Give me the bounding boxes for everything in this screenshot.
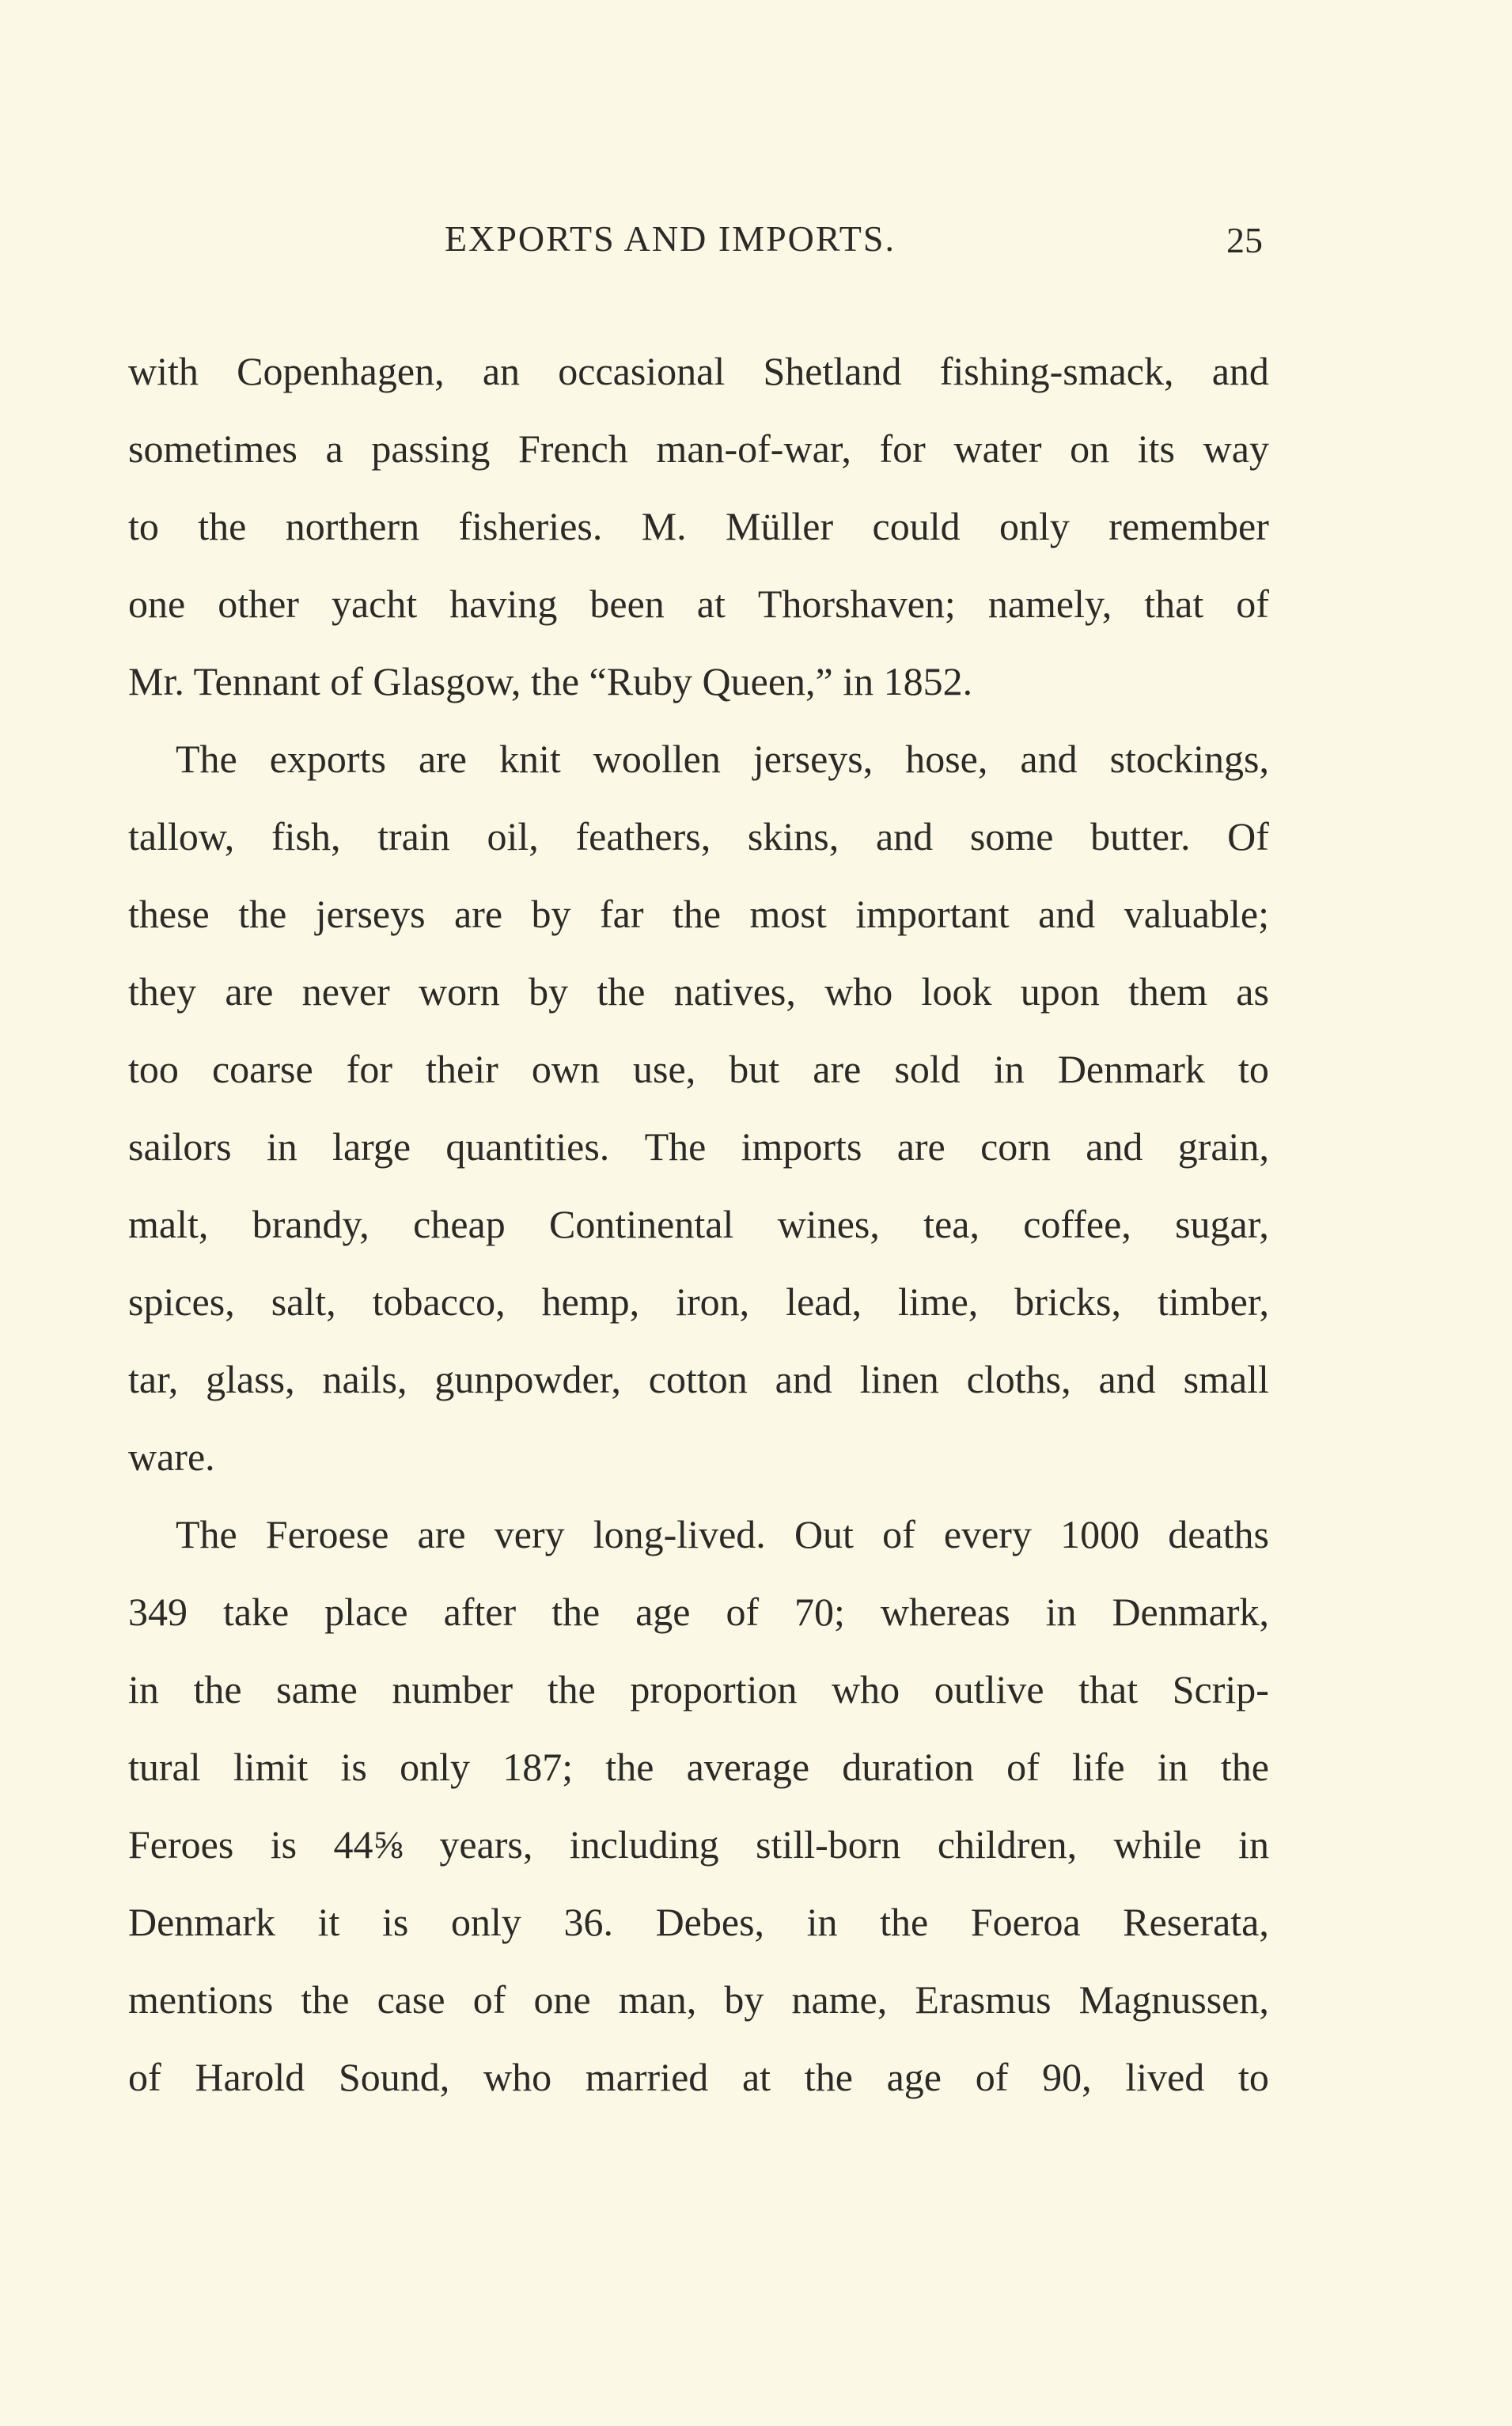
text-line: malt, brandy, cheap Continental wines, tea, coffee, sugar,	[128, 1202, 1269, 1246]
paragraph-start-line: The exports are knit woollen jerseys, hose, and stockings,	[176, 737, 1269, 781]
text-line: in the same number the proportion who outlive that Scrip-	[128, 1667, 1269, 1711]
text-line: these the jerseys are by far the most important and valuable;	[128, 892, 1269, 936]
text-line: with Copenhagen, an occasional Shetland fishing-smack, and	[128, 349, 1269, 393]
running-head: EXPORTS AND IMPORTS.	[445, 218, 896, 259]
text-line: 349 take place after the age of 70; whereas in Denmark,	[128, 1590, 1269, 1634]
text-line: spices, salt, tobacco, hemp, iron, lead, lime, bricks, timber,	[128, 1279, 1269, 1324]
text-line: to the northern fisheries. M. Müller could only remember	[128, 504, 1269, 548]
text-line: Feroes is 44⅝ years, including still-born children, while in	[128, 1822, 1269, 1867]
paragraph-start-line: The Feroese are very long-lived. Out of every 1000 deaths	[176, 1512, 1269, 1556]
body-text	[128, 332, 1269, 2116]
text-line: too coarse for their own use, but are sold in Denmark to	[128, 1047, 1269, 1091]
text-line: tallow, fish, train oil, feathers, skins, and some butter. Of	[128, 814, 1269, 859]
text-line: Mr. Tennant of Glasgow, the “Ruby Queen,” in 1852.	[128, 659, 973, 703]
text-line: sailors in large quantities. The imports are corn and grain,	[128, 1124, 1269, 1169]
text-line: tural limit is only 187; the average duration of life in the	[128, 1745, 1269, 1789]
text-line: ware.	[128, 1435, 215, 1479]
text-line: tar, glass, nails, gunpowder, cotton and linen cloths, and small	[128, 1357, 1269, 1401]
text-line: sometimes a passing French man-of-war, for water on its way	[128, 426, 1269, 471]
text-line: one other yacht having been at Thorshaven; namely, that of	[128, 582, 1269, 626]
text-line: of Harold Sound, who married at the age of 90, lived to	[128, 2055, 1269, 2099]
text-line: mentions the case of one man, by name, Erasmus Magnussen,	[128, 1977, 1269, 2022]
text-line: Denmark it is only 36. Debes, in the Foeroa Reserata,	[128, 1900, 1269, 1944]
text-line: they are never worn by the natives, who look upon them as	[128, 969, 1269, 1014]
page-number: 25	[1226, 220, 1263, 260]
